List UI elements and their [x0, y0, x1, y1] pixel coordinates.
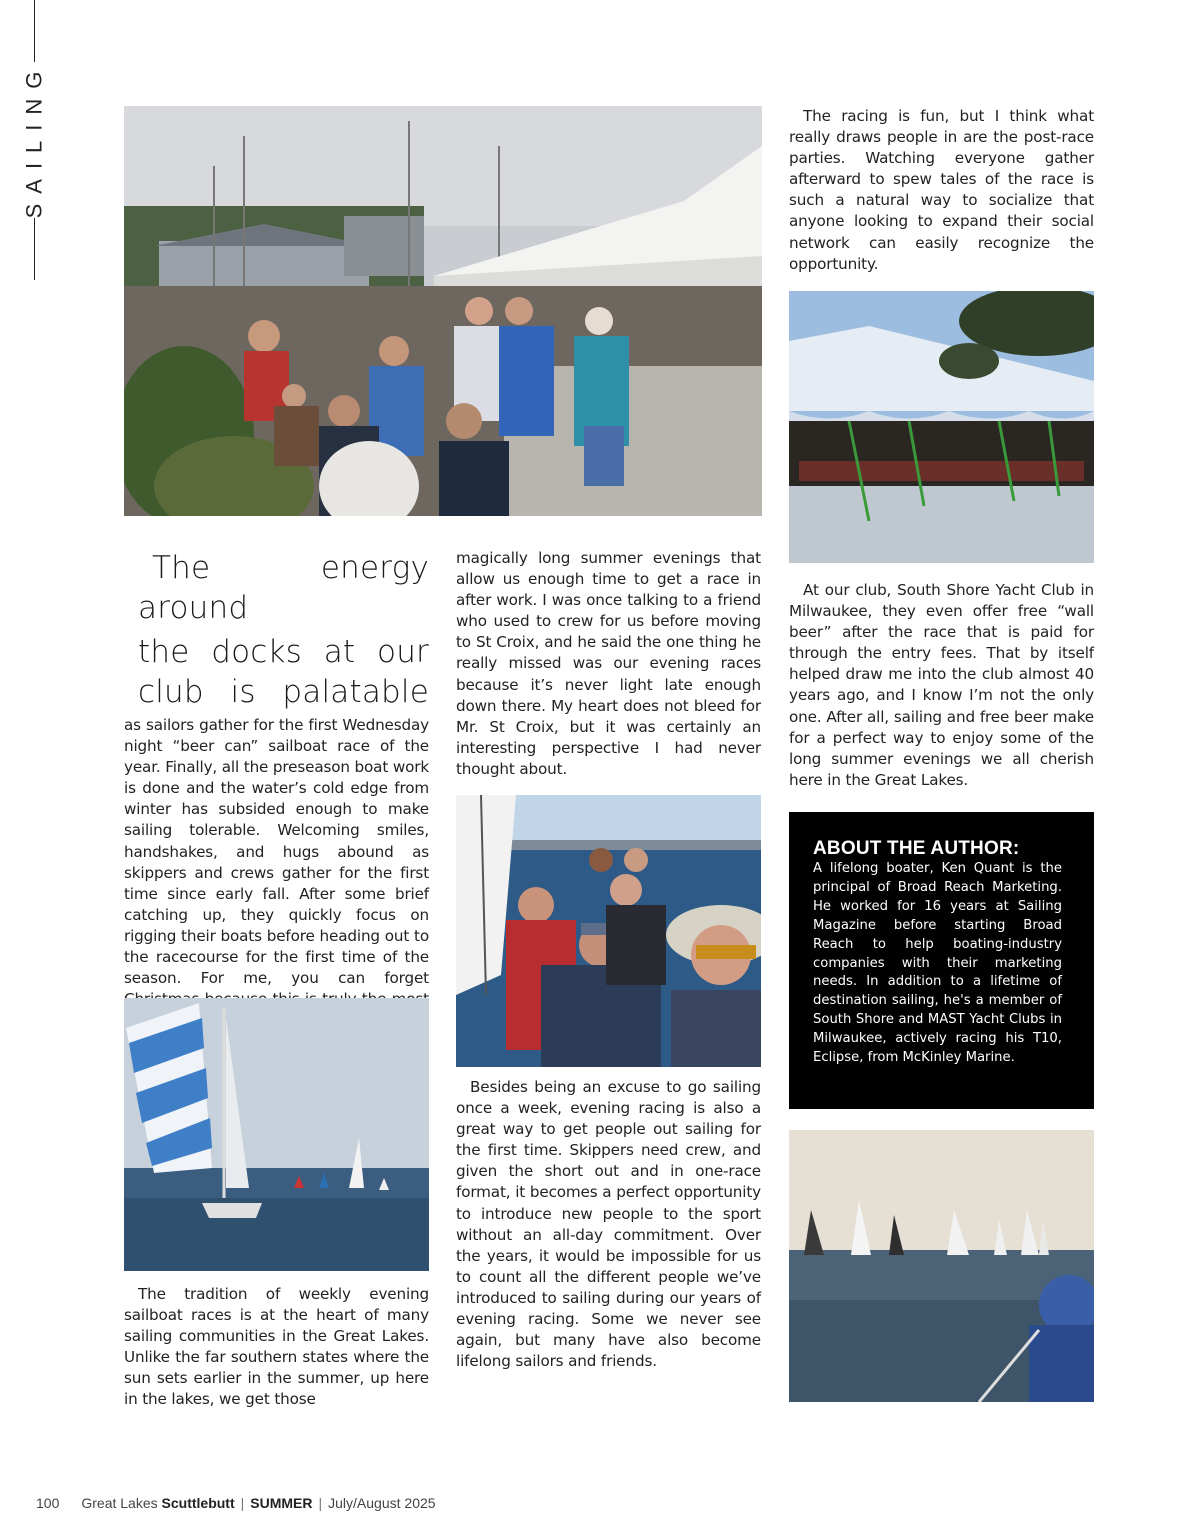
col3-paragraph-1: The racing is fun, but I think what really draws people in are the post-race parties. Watching everyone gather afterward to spew tales of the race is such a natural way to socialize that anyone looking to expand their social network can easily recognize the opportunity. — [789, 107, 1094, 273]
publication-name: Scuttlebutt — [161, 1495, 235, 1511]
footer-issue: July/August 2025 — [328, 1495, 436, 1511]
pull-quote-line-2: the docks at our — [138, 634, 429, 670]
about-author-box — [789, 812, 1094, 1109]
page-number: 100 — [36, 1495, 60, 1511]
author-heading: ABOUT THE AUTHOR: — [813, 838, 1020, 859]
column-3 — [789, 106, 1094, 275]
col2-paragraph-2: Besides being an excuse to go sailing once a week, evening racing is also a great way to get people out sailing for the first time. Skippers need crew, and given the short out and in one-race format, it becomes a perfect opportunity to introduce new people to the sport without an all-day commitment. Over the years, it would be impossible for us to count all the different people we’ve introduced to sailing during our years of evening racing. Some we never see again, but many have also become lifelong sailors and friends. — [456, 1078, 761, 1371]
photo-tent-party — [789, 291, 1094, 563]
pull-quote-line-3: club is palatable — [138, 674, 429, 710]
author-bio: A lifelong boater, Ken Quant is the principal of Broad Reach Marketing. He worked for 16 years at Sailing Magazine before starting Broad Reach to help boating-industry companies with their marketing needs. In addition to a lifetime of destination sailing, he's a member of South Shore and MAST Yacht Clubs in Milwaukee, actively racing his T10, Eclipse, from McKinley Marine. — [813, 861, 1062, 1066]
column-3-continued — [789, 580, 1094, 791]
photo-crew-on-boat — [456, 795, 761, 1067]
section-label — [12, 61, 56, 219]
section-rule-bottom — [34, 218, 35, 280]
column-1-continued — [124, 1284, 429, 1411]
column-2-continued — [456, 1077, 761, 1372]
footer-season: SUMMER — [250, 1495, 313, 1511]
page-footer — [36, 1495, 436, 1511]
section-label-text: SAILING — [21, 61, 46, 219]
publication-prefix: Great Lakes — [81, 1495, 162, 1511]
col1-paragraph-2: The tradition of weekly evening sailboat races is at the heart of many sailing communities in the Great Lakes. Unlike the far southern states where the sun sets earlier in the summer, up here in the lakes, we get those — [124, 1285, 429, 1409]
col2-paragraph-1: magically long summer evenings that allow us enough time to get a race in after work. I was once talking to a friend who used to crew for us before moving to St Croix, and he said the one thing he really missed was our evening races because it’s never light late enough down there. My heart does not bleed for Mr. St Croix, but it was certainly an interesting perspective I had never thought about. — [456, 549, 761, 778]
photo-spinnaker-race — [124, 998, 429, 1271]
col1-paragraph-1: as sailors gather for the first Wednesday night “beer can” sailboat race of the year. Finally, all the preseason boat work is done and the water’s cold edge from winter has subsided enough to make sailing tolerable. Welcoming smiles, handshakes, and hugs abound as skippers and crews gather for the first time since early fall. After some brief catching up, they quickly focus on rigging their boats before heading out to the racecourse for the first time of the season. For me, you can forget — [124, 716, 429, 988]
footer-separator-2: | — [318, 1495, 323, 1511]
pull-quote — [124, 548, 429, 628]
pull-quote-line-1: The energy around — [138, 550, 429, 626]
footer-separator-1: | — [240, 1495, 245, 1511]
column-1 — [124, 548, 429, 1031]
photo-sunset-sailboats — [789, 1130, 1094, 1402]
section-rule-top — [34, 0, 35, 62]
photo-crowd-party — [124, 106, 762, 516]
column-2 — [456, 548, 761, 780]
col3-paragraph-2: At our club, South Shore Yacht Club in Milwaukee, they even offer free “wall beer” after the race that is paid for through the entry fees. That by itself helped draw me into the club almost 40 years ago, and I know I’m not the only one. After all, sailing and free beer make for a perfect way to enjoy some of the long summer evenings we all cherish here in the Great Lakes. — [789, 581, 1094, 789]
